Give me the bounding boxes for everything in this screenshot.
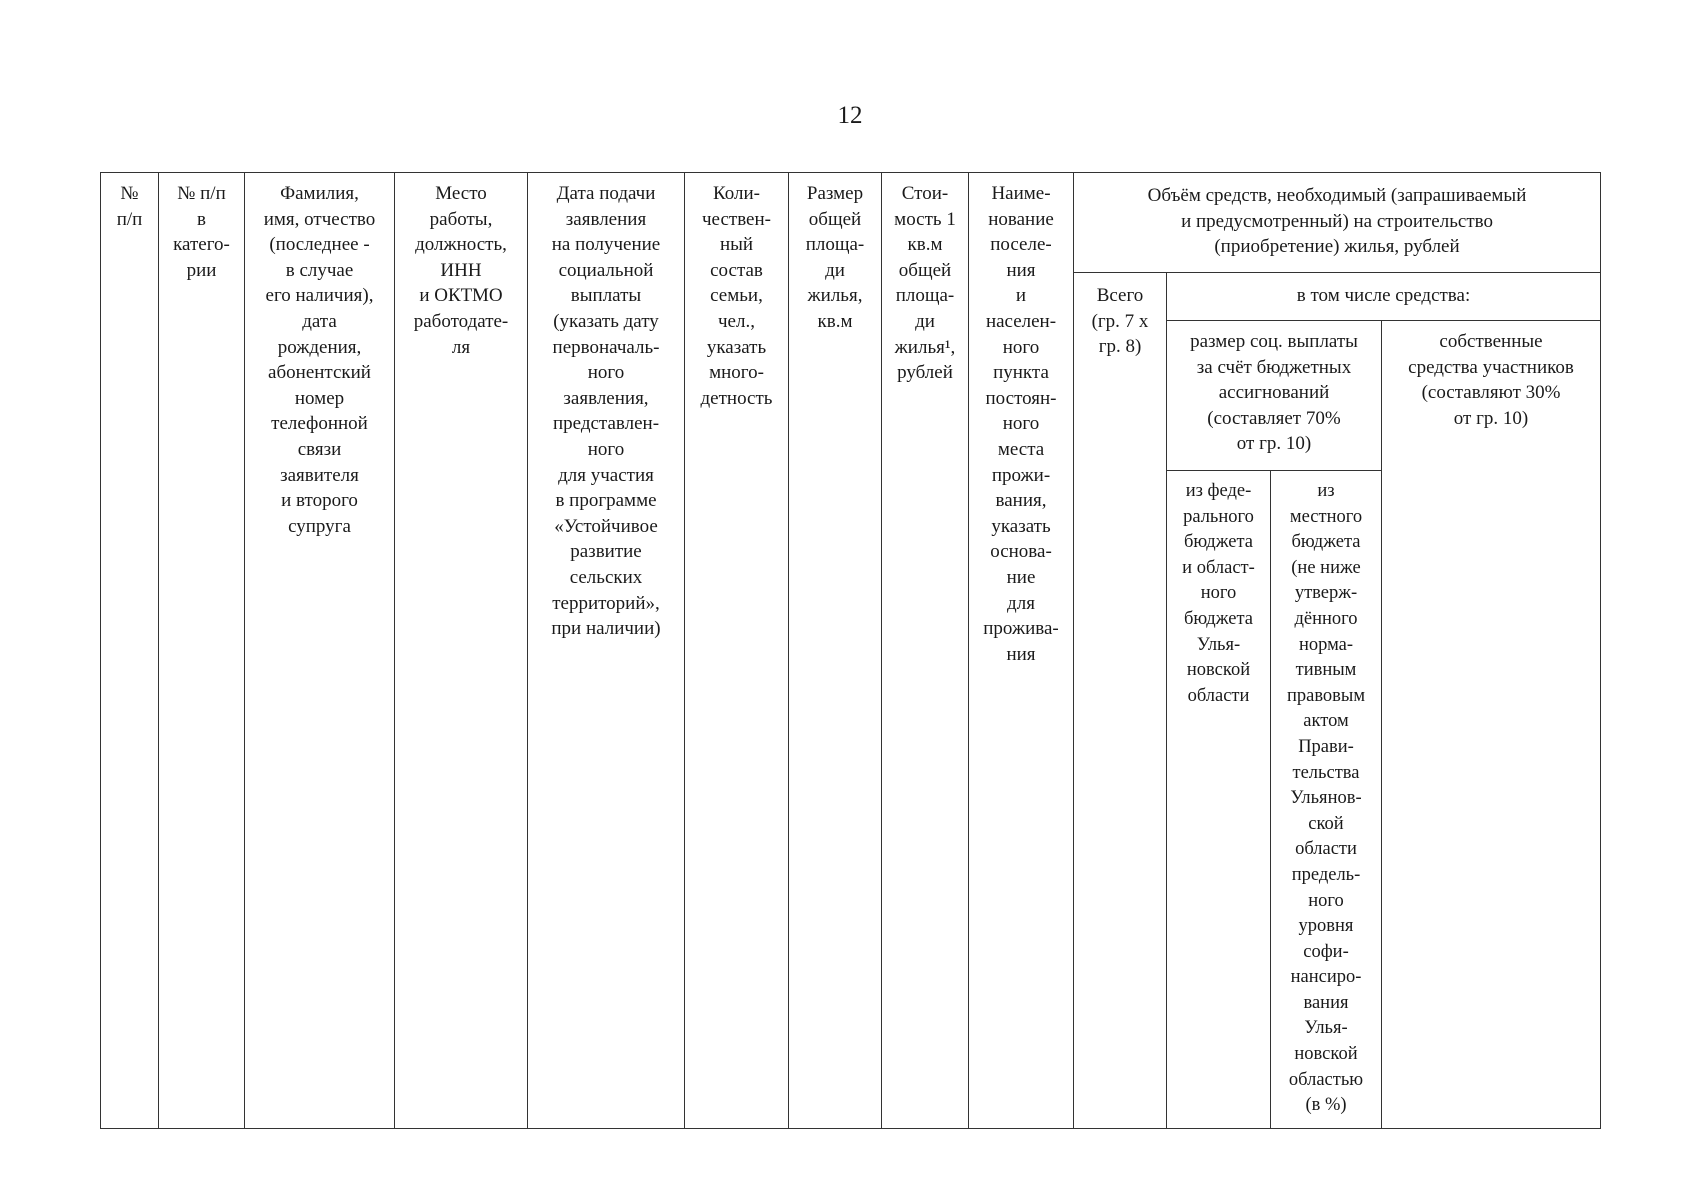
col-workplace-header: Место работы, должность, ИНН и ОКТМО работодате- ля <box>395 173 528 1129</box>
col-housing-area-header: Размер общей площа- ди жилья, кв.м <box>789 173 882 1129</box>
col-category-number-header: № п/п в катего- рии <box>159 173 245 1129</box>
funding-volume-header: Объём средств, необходимый (запрашиваемый и предусмотренный) на строительство (приобретение) жилья, рублей <box>1074 173 1601 273</box>
application-header-table <box>100 172 1601 1129</box>
col-application-date-header: Дата подачи заявления на получение социальной выплаты (указать дату первоначаль- ного заявления, представлен- ного для участия в программе «Устойчивое развитие сельских территорий», при наличии) <box>528 173 685 1129</box>
page-number: 12 <box>837 102 863 129</box>
local-budget-header: из местного бюджета (не ниже утверж- дённого норма- тивным правовым актом Прави- тельства Ульянов- ской области предель- ного уровня софи- нансиро- вания Улья- новской областью (в %) <box>1271 471 1382 1129</box>
col-price-per-sqm-header: Стои- мость 1 кв.м общей площа- ди жилья¹, рублей <box>882 173 969 1129</box>
col-settlement-header: Наиме- нование поселе- ния и населен- ного пункта постоян- ного места прожи- вания, указать основа- ние для прожива- ния <box>969 173 1074 1129</box>
budget-payment-header: размер соц. выплаты за счёт бюджетных ассигнований (составляет 70% от гр. 10) <box>1167 321 1382 471</box>
col-family-size-header: Коли- чествен- ный состав семьи, чел., указать много- детность <box>685 173 789 1129</box>
col-number-header: № п/п <box>101 173 159 1129</box>
own-funds-header: собственные средства участников (составляют 30% от гр. 10) <box>1382 321 1601 1129</box>
col-applicant-header: Фамилия, имя, отчество (последнее - в случае его наличия), дата рождения, абонентский номер телефонной связи заявителя и второго супруга <box>245 173 395 1129</box>
funding-including-header: в том числе средства: <box>1167 273 1601 321</box>
federal-regional-budget-header: из феде- рального бюджета и област- ного бюджета Улья- новской области <box>1167 471 1271 1129</box>
funding-total-header: Всего (гр. 7 х гр. 8) <box>1074 273 1167 1129</box>
